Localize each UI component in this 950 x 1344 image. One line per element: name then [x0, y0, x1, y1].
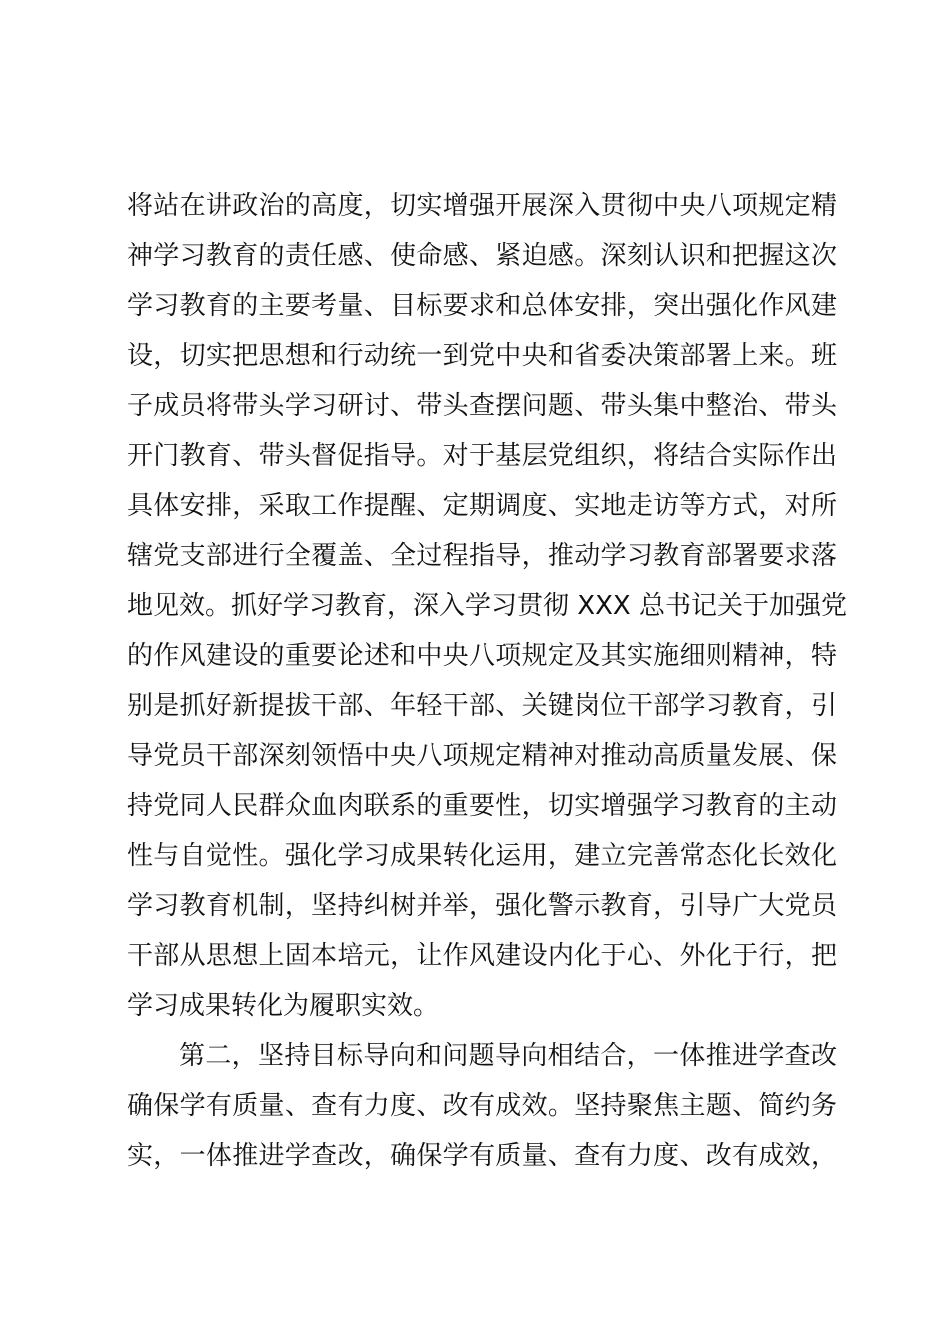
text-line: 别是抓好新提拔干部、年轻干部、关键岗位干部学习教育，引: [127, 691, 837, 721]
text-line: 设，切实把思想和行动统一到党中央和省委决策部署上来。班: [127, 341, 837, 371]
text-line: 地见效。抓好学习教育，深入学习贯彻 XXX 总书记关于加强党: [127, 591, 847, 621]
text-line: 开门教育、带头督促指导。对于基层党组织，将结合实际作出: [127, 441, 837, 471]
text-line: 将站在讲政治的高度，切实增强开展深入贯彻中央八项规定精: [127, 191, 837, 221]
body-text: [127, 181, 847, 1181]
text-line: 学习教育机制，坚持纠树并举，强化警示教育，引导广大党员: [127, 891, 837, 921]
text-line: 学习教育的主要考量、目标要求和总体安排，突出强化作风建: [127, 291, 837, 321]
text-line: 的作风建设的重要论述和中央八项规定及其实施细则精神，特: [127, 641, 837, 671]
text-line: 性与自觉性。强化学习成果转化运用，建立完善常态化长效化: [127, 841, 837, 871]
text-line: 确保学有质量、查有力度、改有成效。坚持聚焦主题、简约务: [127, 1091, 837, 1121]
text-line: 持党同人民群众血肉联系的重要性，切实增强学习教育的主动: [127, 791, 837, 821]
text-line: 具体安排，采取工作提醒、定期调度、实地走访等方式，对所: [127, 491, 837, 521]
text-line: 学习成果转化为履职实效。: [127, 991, 440, 1021]
text-line: 第二，坚持目标导向和问题导向相结合，一体推进学查改: [179, 1041, 837, 1071]
text-line: 实，一体推进学查改，确保学有质量、查有力度、改有成效，: [127, 1141, 837, 1171]
text-line: 干部从思想上固本培元，让作风建设内化于心、外化于行，把: [127, 941, 837, 971]
text-line: 子成员将带头学习研讨、带头查摆问题、带头集中整治、带头: [127, 391, 837, 421]
text-line: 神学习教育的责任感、使命感、紧迫感。深刻认识和把握这次: [127, 241, 837, 271]
text-line: 导党员干部深刻领悟中央八项规定精神对推动高质量发展、保: [127, 741, 837, 771]
text-line: 辖党支部进行全覆盖、全过程指导，推动学习教育部署要求落: [127, 541, 837, 571]
